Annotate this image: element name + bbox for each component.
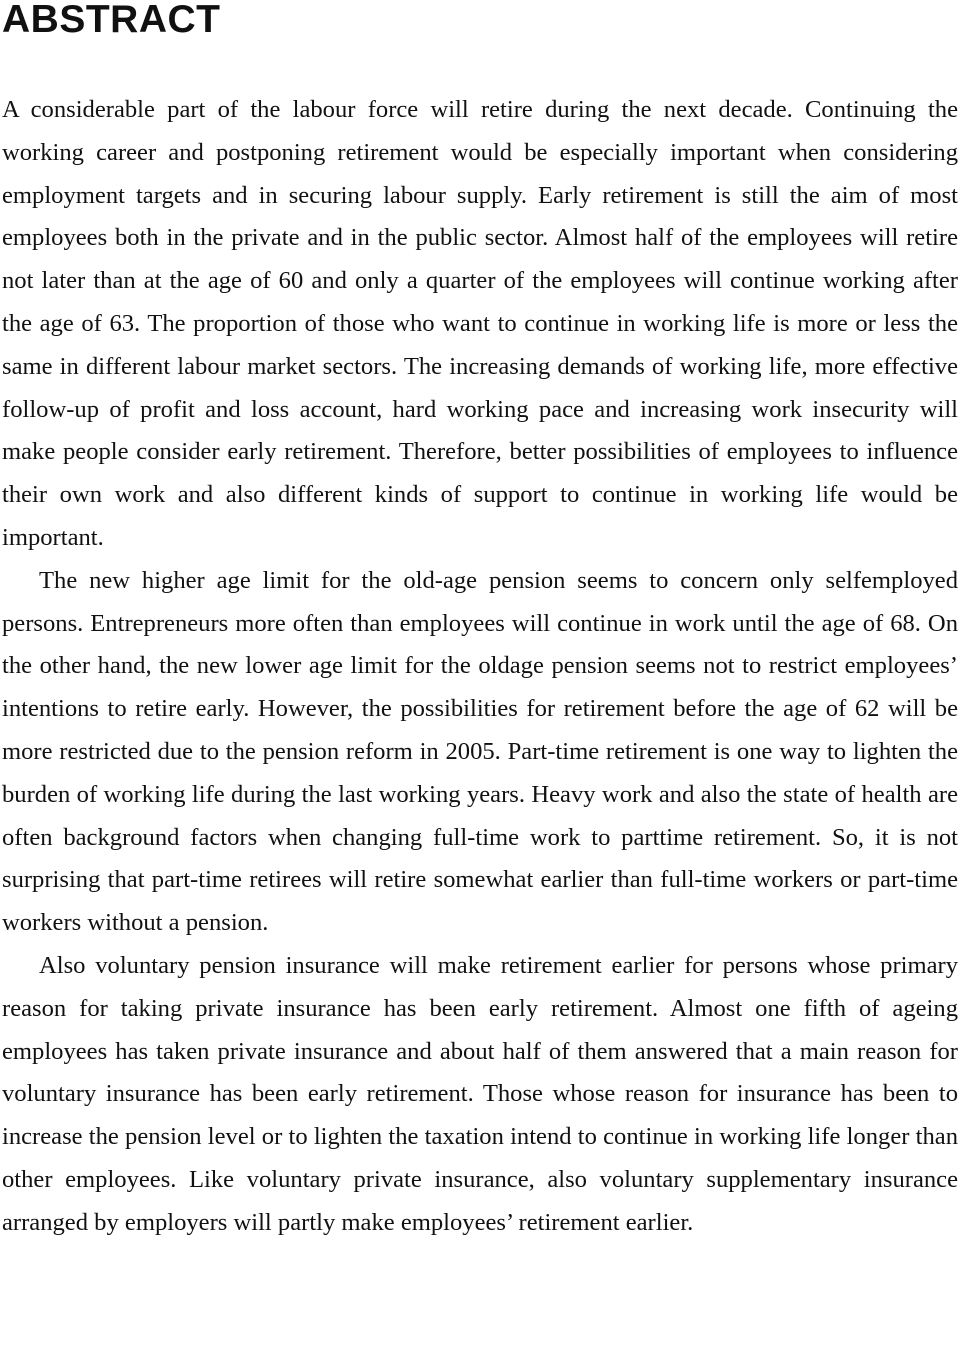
abstract-paragraph-2: The new higher age limit for the old-age pension seems to concern only selfemployed persons. Entrepreneurs more often than employees will continue in work until the age of 68. On the other hand, the new lower age limit for the oldage pension seems not to restrict employees’ intentions to retire early. However, the possibilities for retirement before the age of 62 will be more restricted due to the pension reform in 2005. Part-time retirement is one way to lighten the burden of working life during the last working years. Heavy work and also the state of health are often background factors when changing full-time work to parttime retirement. So, it is not surprising that part-time retirees will retire somewhat earlier than full-time workers or part-time workers without a pension. <box>2 566 958 937</box>
abstract-paragraph-3: Also voluntary pension insurance will make retirement earlier for persons whose primary reason for taking private insurance has been early retirement. Almost one fifth of ageing employees has taken private insurance and about half of them answered that a main reason for voluntary insurance has been early retirement. Those whose reason for insurance has been to increase the pension level or to lighten the taxation intend to continue in working life longer than other employees. Like voluntary private insurance, also voluntary supplementary insurance arranged by employers will partly make employees’ retirement earlier. <box>2 951 958 1236</box>
abstract-heading: ABSTRACT <box>2 0 221 41</box>
abstract-paragraph-1: A considerable part of the labour force will retire during the next decade. Continuing the working career and postponing retirement would be especially important when considering employment targets and in securing labour supply. Early retirement is still the aim of most employees both in the private and in the public sector. Almost half of the employees will retire not later than at the age of 60 and only a quarter of the employees will continue working after the age of 63. The proportion of those who want to continue in working life is more or less the same in different labour market sectors. The increasing demands of working life, more effective follow-up of profit and loss account, hard working pace and increasing work insecurity will make people consider early retirement. Therefore, better possibilities of employees to influence their own work and also different kinds of support to continue in working life would be important. <box>2 96 958 551</box>
